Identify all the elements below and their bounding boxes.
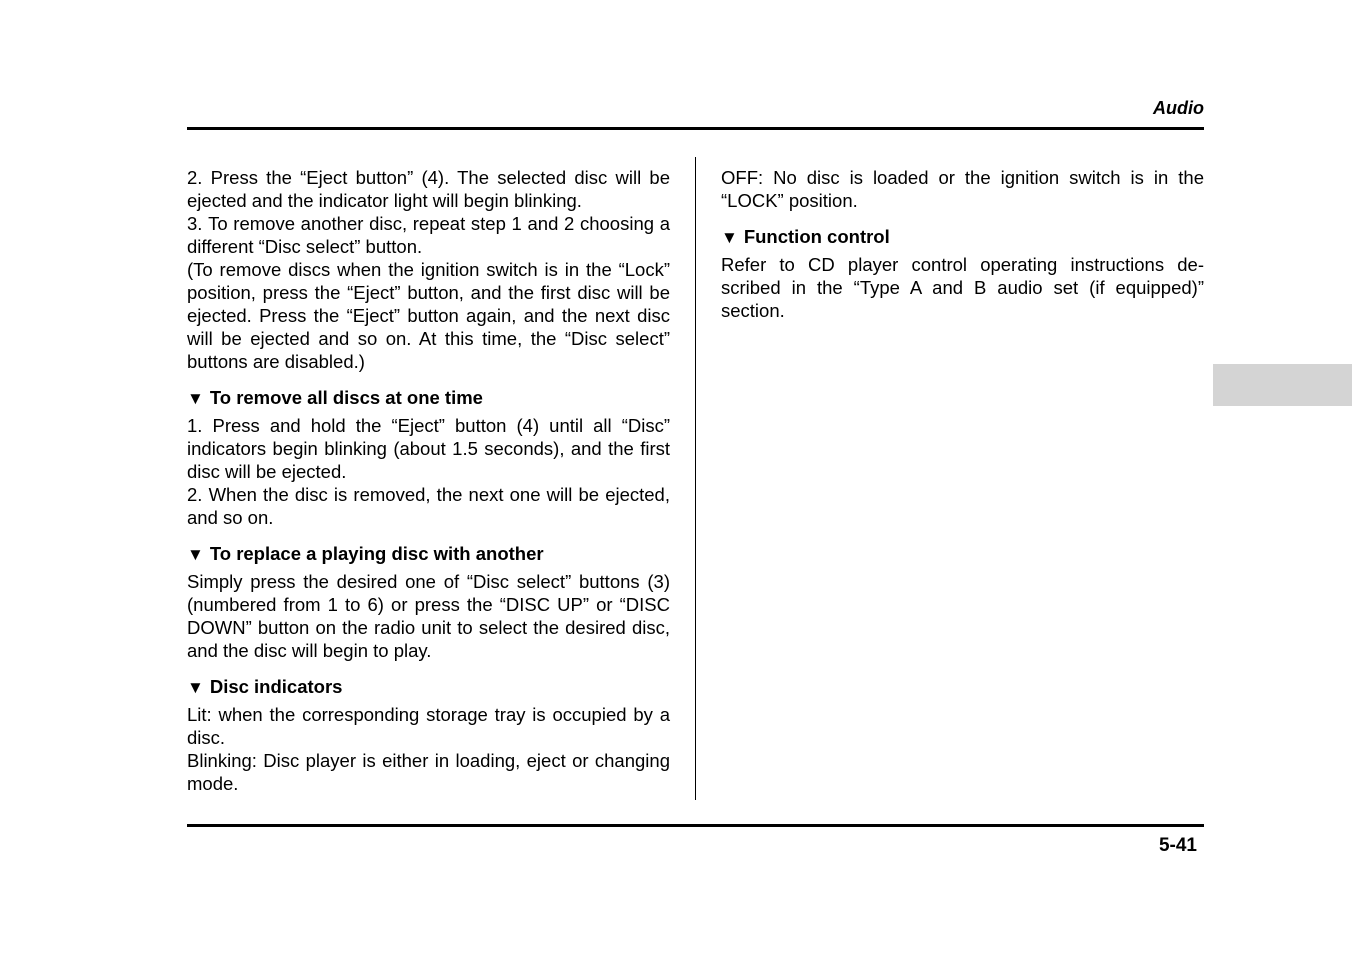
- paragraph: Simply press the desired one of “Disc select” buttons (3) (numbered from 1 to 6) or press the “DISC UP” or “DISC DOWN” button on the radio unit to select the desired disc, and the disc will begin to play.: [187, 571, 670, 661]
- header-rule: [187, 127, 1204, 130]
- triangle-down-icon: ▼: [187, 389, 204, 408]
- section-heading: [187, 386, 670, 410]
- triangle-down-icon: ▼: [187, 678, 204, 697]
- page-number: 5-41: [1158, 835, 1197, 856]
- triangle-down-icon: ▼: [187, 545, 204, 564]
- chapter-tab-marker: [1213, 364, 1352, 406]
- section-header-title: Audio: [1153, 98, 1204, 118]
- section-heading-text: To remove all discs at one time: [209, 387, 483, 408]
- section-heading-text: Disc indicators: [209, 676, 343, 697]
- section-heading: [187, 675, 670, 699]
- paragraph: OFF: No disc is loaded or the ignition switch is in the “LOCK” position.: [721, 167, 1204, 211]
- footer-rule: [187, 824, 1204, 827]
- section-heading: [187, 542, 670, 566]
- paragraph: 2. When the disc is removed, the next one will be ejected, and so on.: [187, 484, 670, 528]
- right-column: [721, 166, 1204, 322]
- paragraph: (To remove discs when the ignition switch is in the “Lock” position, press the “Eject” button, and the first disc will be ejected. Press the “Eject” button again, and the next disc will be ejected and so on. At this time, the “Disc select” buttons are disabled.): [187, 259, 670, 372]
- paragraph: Refer to CD player control operating instructions de-scribed in the “Type A and B audio set (if equipped)” section.: [721, 254, 1204, 321]
- column-divider: [695, 157, 696, 800]
- paragraph: Lit: when the corresponding storage tray is occupied by a disc.: [187, 704, 670, 748]
- section-heading-text: Function control: [743, 226, 890, 247]
- paragraph: 1. Press and hold the “Eject” button (4) until all “Disc” indicators begin blinking (about 1.5 seconds), and the first disc will be ejected.: [187, 415, 670, 482]
- section-heading-text: To replace a playing disc with another: [209, 543, 544, 564]
- paragraph: 2. Press the “Eject button” (4). The selected disc will be ejected and the indicator light will begin blinking.: [187, 167, 670, 211]
- paragraph: 3. To remove another disc, repeat step 1 and 2 choosing a different “Disc select” button.: [187, 213, 670, 257]
- triangle-down-icon: ▼: [721, 228, 738, 247]
- section-heading: [721, 225, 1204, 249]
- paragraph: Blinking: Disc player is either in loading, eject or changing mode.: [187, 750, 670, 794]
- left-column: [187, 166, 670, 795]
